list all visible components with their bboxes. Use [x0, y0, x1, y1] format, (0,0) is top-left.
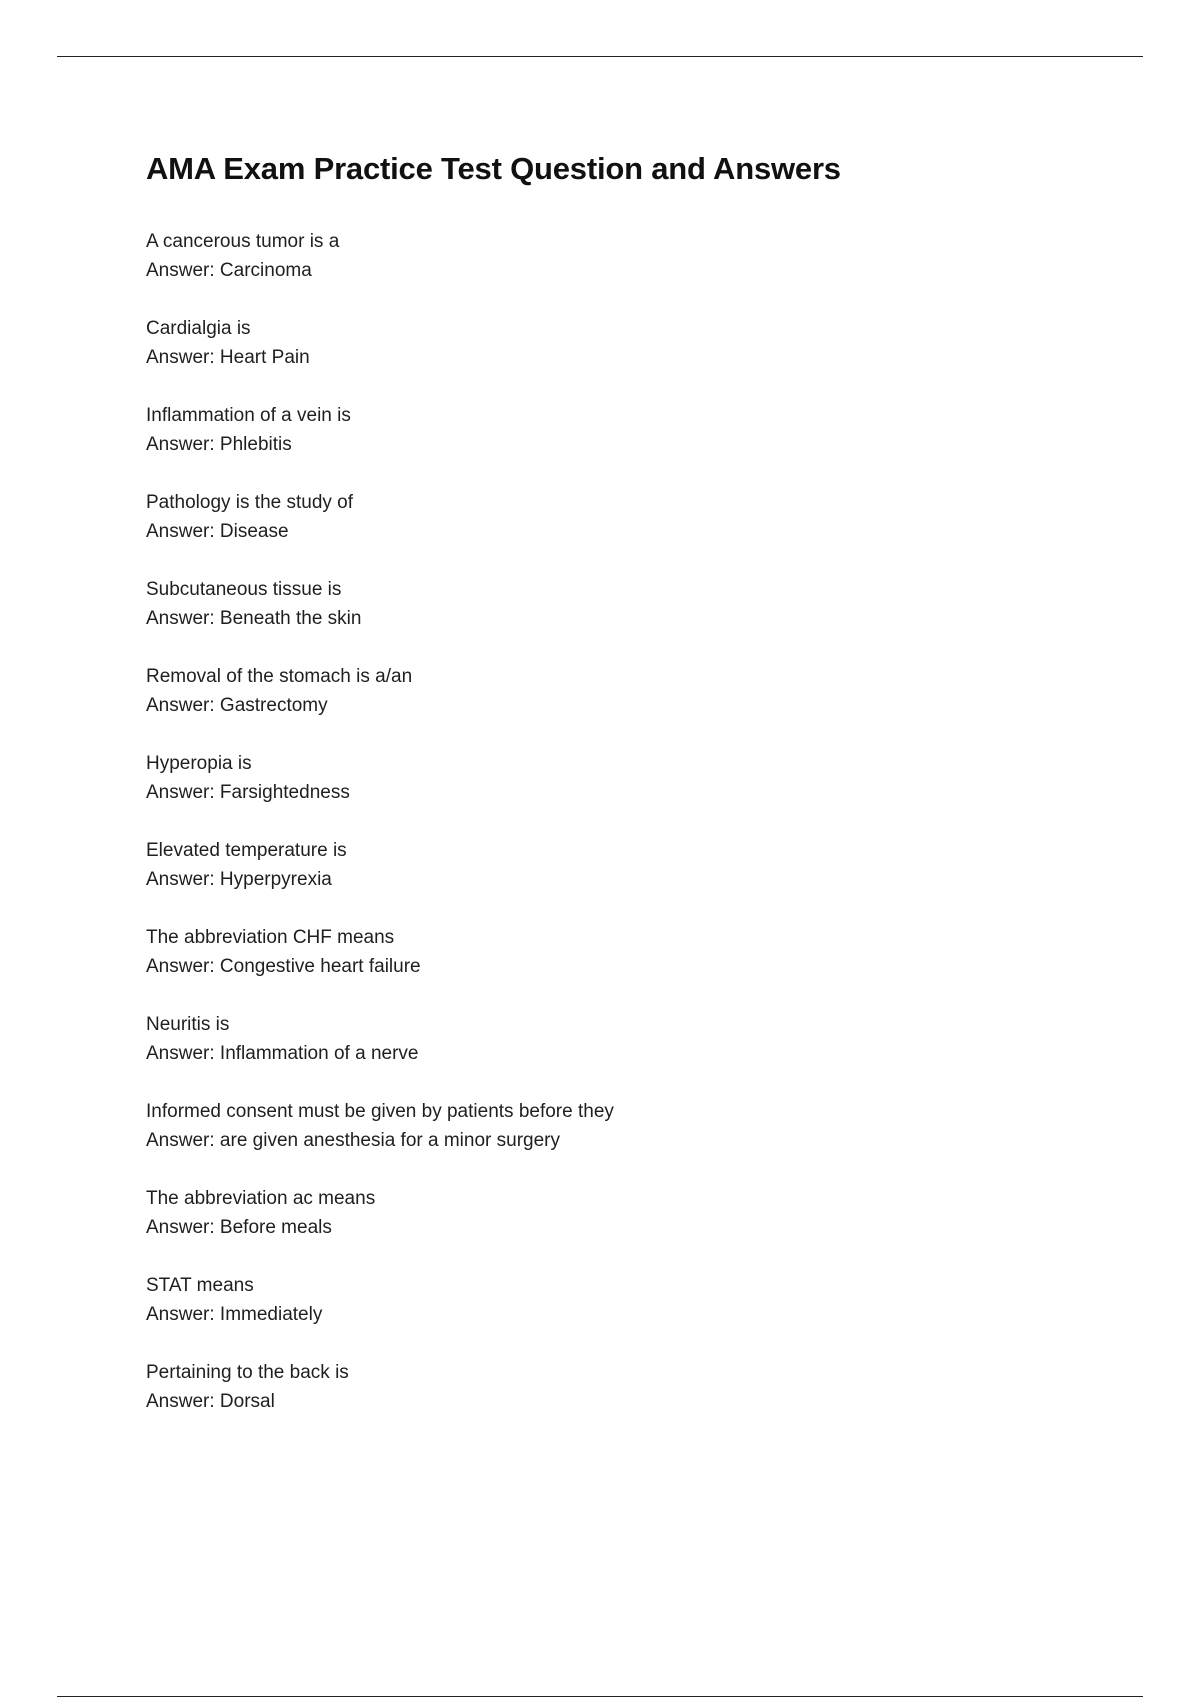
question-text: Hyperopia is: [146, 753, 252, 774]
question-text: Elevated temperature is: [146, 840, 347, 861]
answer-text: [146, 430, 1046, 459]
footer-rule: [57, 1696, 1143, 1697]
answer-text: [146, 952, 1046, 981]
header-rule: [57, 56, 1143, 57]
answer-text: [146, 1213, 1046, 1242]
qa-item: [146, 662, 1046, 720]
question-text: Inflammation of a vein is: [146, 405, 351, 426]
answer-value: Farsightedness: [219, 782, 350, 803]
qa-item: [146, 836, 1046, 894]
answer-prefix: Answer:: [146, 1304, 220, 1325]
answer-text: [146, 1387, 1046, 1416]
question-text: Removal of the stomach is a/an: [146, 666, 413, 687]
answer-prefix: Answer:: [146, 347, 220, 368]
qa-item: [146, 1358, 1046, 1416]
qa-item: [146, 227, 1046, 285]
answer-prefix: Answer:: [146, 782, 220, 803]
qa-item: [146, 1010, 1046, 1068]
answer-prefix: Answer:: [146, 695, 220, 716]
qa-item: [146, 401, 1046, 459]
answer-prefix: Answer:: [146, 521, 220, 542]
qa-item: [146, 1097, 1046, 1155]
question-text: The abbreviation CHF means: [146, 927, 395, 948]
answer-value: Phlebitis: [219, 434, 292, 455]
document-body: [146, 146, 1046, 1445]
answer-value: Disease: [219, 521, 289, 542]
answer-prefix: Answer:: [146, 1043, 220, 1064]
qa-item: [146, 314, 1046, 372]
question-text: Cardialgia is: [146, 318, 251, 339]
answer-text: [146, 1126, 1046, 1155]
answer-value: Hyperpyrexia: [219, 869, 332, 890]
answer-prefix: Answer:: [146, 1217, 220, 1238]
question-text: Pathology is the study of: [146, 492, 354, 513]
answer-prefix: Answer:: [146, 434, 220, 455]
answer-text: [146, 604, 1046, 633]
answer-text: [146, 1039, 1046, 1068]
answer-value: Immediately: [219, 1304, 323, 1325]
answer-value: Before meals: [219, 1217, 332, 1238]
answer-prefix: Answer:: [146, 260, 220, 281]
qa-item: [146, 1271, 1046, 1329]
question-text: Subcutaneous tissue is: [146, 579, 342, 600]
qa-item: [146, 1184, 1046, 1242]
qa-list: [146, 227, 1046, 1416]
answer-text: [146, 865, 1046, 894]
answer-value: Congestive heart failure: [219, 956, 421, 977]
question-text: The abbreviation ac means: [146, 1188, 376, 1209]
question-text: A cancerous tumor is a: [146, 231, 340, 252]
answer-prefix: Answer:: [146, 869, 220, 890]
answer-text: [146, 517, 1046, 546]
answer-value: Gastrectomy: [219, 695, 328, 716]
answer-value: Inflammation of a nerve: [219, 1043, 419, 1064]
answer-value: Heart Pain: [219, 347, 310, 368]
answer-prefix: Answer:: [146, 608, 220, 629]
answer-text: [146, 256, 1046, 285]
question-text: Pertaining to the back is: [146, 1362, 349, 1383]
answer-text: [146, 343, 1046, 372]
qa-item: [146, 923, 1046, 981]
document-title: AMA Exam Practice Test Question and Answers: [146, 151, 841, 186]
answer-value: are given anesthesia for a minor surgery: [219, 1130, 560, 1151]
answer-prefix: Answer:: [146, 956, 220, 977]
answer-value: Dorsal: [219, 1391, 275, 1412]
question-text: STAT means: [146, 1275, 254, 1296]
question-text: Informed consent must be given by patients before they: [146, 1101, 614, 1122]
answer-text: [146, 778, 1046, 807]
answer-value: Carcinoma: [219, 260, 312, 281]
answer-prefix: Answer:: [146, 1391, 220, 1412]
answer-value: Beneath the skin: [219, 608, 362, 629]
answer-text: [146, 1300, 1046, 1329]
answer-prefix: Answer:: [146, 1130, 220, 1151]
answer-text: [146, 691, 1046, 720]
question-text: Neuritis is: [146, 1014, 230, 1035]
qa-item: [146, 575, 1046, 633]
qa-item: [146, 749, 1046, 807]
qa-item: [146, 488, 1046, 546]
